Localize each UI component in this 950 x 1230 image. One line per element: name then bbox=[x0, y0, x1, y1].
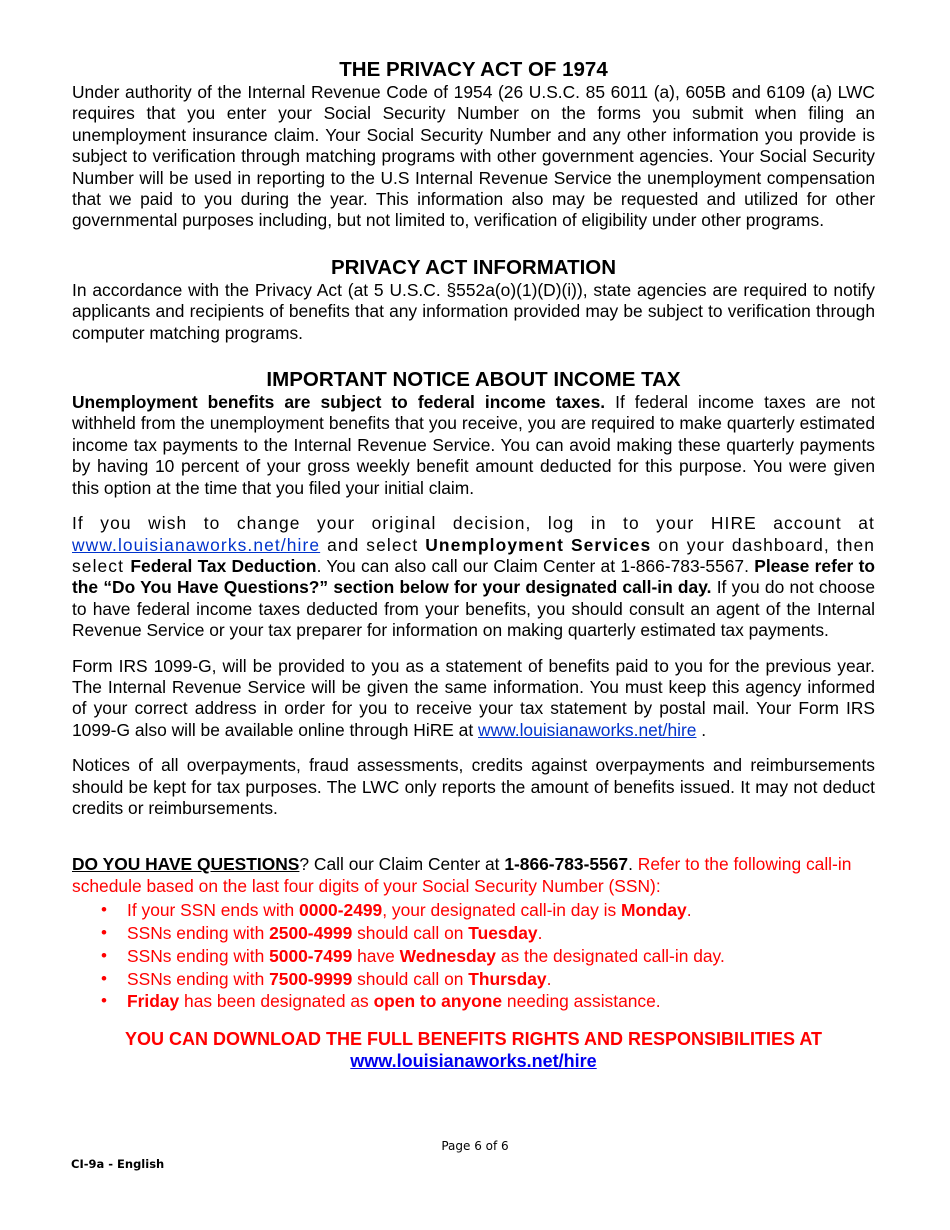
schedule-intro: Refer to the following call-in schedule based on the last four digits of your Social Security Number (SSN): bbox=[72, 854, 852, 896]
download-notice bbox=[72, 1028, 875, 1072]
list-item: • If your SSN ends with 0000-2499, your designated call-in day is Monday. bbox=[127, 899, 875, 922]
questions-paragraph: DO YOU HAVE QUESTIONS? Call our Claim Center at 1-866-783-5567. Refer to the following call-in schedule based on the last four digits of your Social Security Number (SSN): bbox=[72, 854, 852, 896]
list-item: • SSNs ending with 7500-9999 should call on Thursday. bbox=[127, 968, 875, 991]
hire-link[interactable]: www.louisianaworks.net/hire bbox=[72, 534, 321, 555]
privacy-info-heading: PRIVACY ACT INFORMATION bbox=[330, 255, 617, 279]
document-page bbox=[72, 58, 875, 1072]
download-link[interactable]: www.louisianaworks.net/hire bbox=[350, 1051, 597, 1072]
income-tax-heading: IMPORTANT NOTICE ABOUT INCOME TAX bbox=[266, 368, 681, 392]
income-tax-bold-lead: Unemployment benefits are subject to federal income taxes. bbox=[72, 392, 606, 413]
page-number: Page 6 of 6 bbox=[441, 1139, 509, 1153]
list-item-friday: • Friday has been designated as open to anyone needing assistance. bbox=[127, 990, 875, 1013]
income-tax-paragraph-3: Form IRS 1099-G, will be provided to you as a statement of benefits paid to you for the previous year. The Internal Revenue Service will be given the same information. You must keep this agency informed of your correct address in order for you to receive your tax statement by postal mail. Your Form IRS 1099-G also will be available online through HiRE at www.louisianaworks.net/hire . bbox=[72, 655, 875, 740]
call-in-schedule bbox=[72, 899, 875, 1013]
privacy-act-body: Under authority of the Internal Revenue Code of 1954 (26 U.S.C. 85 6011 (a), 605B and 6109 (a) LWC requires that you enter your Social Security Number on the forms you submit when filing an unemployment insurance claim. Your Social Security Number and any other information you provide is subject to verification through matching programs with other government agencies. Your Social Security Number will be used in reporting to the U.S Internal Revenue Service the unemployment compensation that we paid to you during the year. This information also may be requested and utilized for other governmental purposes including, but not limited to, verification of eligibility under other programs. bbox=[72, 82, 875, 231]
income-tax-paragraph-4: Notices of all overpayments, fraud assessments, credits against overpayments and reimbursements should be kept for tax purposes. The LWC only reports the amount of benefits issued. It may not deduct credits or reimbursements. bbox=[72, 755, 875, 818]
questions-heading: DO YOU HAVE QUESTIONS bbox=[72, 854, 300, 875]
form-id: CI-9a - English bbox=[71, 1157, 165, 1171]
income-tax-paragraph-1: Unemployment benefits are subject to federal income taxes. If federal income taxes are not withheld from the unemployment benefits that you receive, you are required to make quarterly estimated income tax payments to the Internal Revenue Service. You can avoid making these quarterly payments by having 10 percent of your gross weekly benefit amount deducted for this purpose. You were given this option at the time that you filed your initial claim. bbox=[72, 392, 876, 498]
privacy-info-body: In accordance with the Privacy Act (at 5 U.S.C. §552a(o)(1)(D)(i)), state agencies are required to notify applicants and recipients of benefits that any information provided may be subject to verification through computer matching programs. bbox=[72, 279, 875, 343]
hire-link-1099[interactable]: www.louisianaworks.net/hire bbox=[478, 719, 697, 740]
download-text: YOU CAN DOWNLOAD THE FULL BENEFITS RIGHTS AND RESPONSIBILITIES AT bbox=[124, 1029, 822, 1050]
list-item: • SSNs ending with 2500-4999 should call on Tuesday. bbox=[127, 922, 875, 945]
privacy-act-heading: THE PRIVACY ACT OF 1974 bbox=[339, 58, 608, 81]
list-item: • SSNs ending with 5000-7499 have Wednesday as the designated call-in day. bbox=[127, 945, 875, 968]
income-tax-paragraph-2: If you wish to change your original decision, log in to your HIRE account at www.louisianaworks.net/hire and select Unemployment Services on your dashboard, then select Federal Tax Deduction. You can also call our Claim Center at 1-866-783-5567. Please refer to the “Do You Have Questions?” section below for your designated call-in day. If you do not choose to have federal income taxes deducted from your benefits, you should consult an agent of the Internal Revenue Service or your tax preparer for information on making quarterly estimated tax payments. bbox=[72, 513, 876, 641]
claim-center-phone: 1-866-783-5567 bbox=[504, 854, 629, 875]
